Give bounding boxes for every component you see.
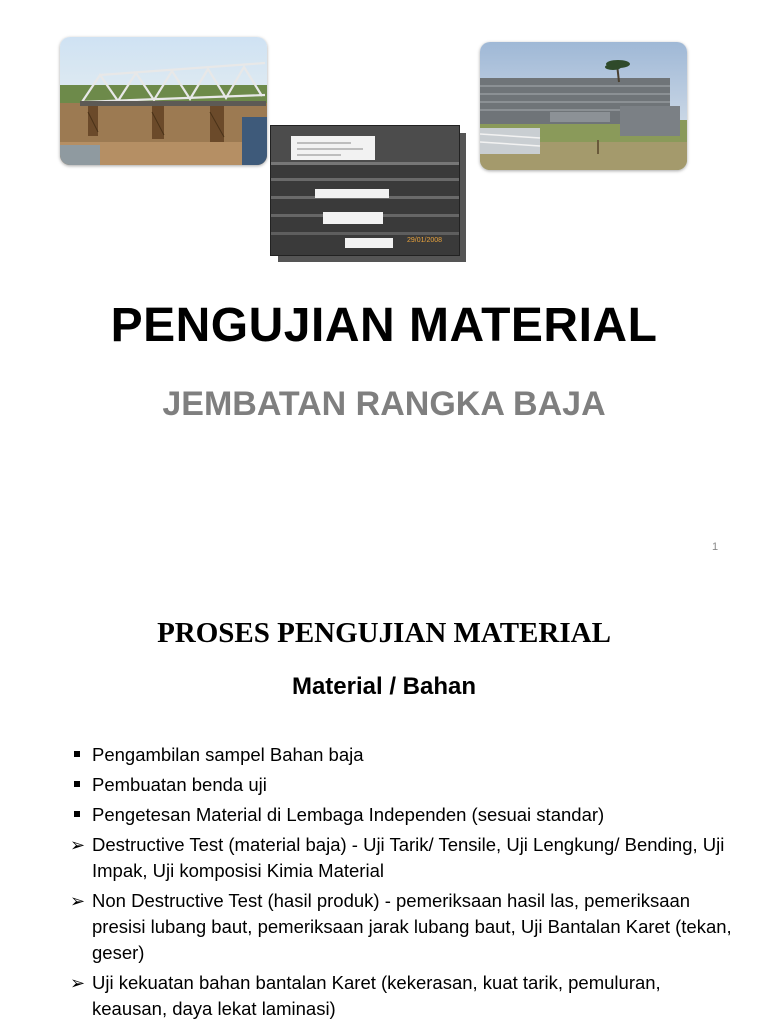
list-item <box>72 772 732 798</box>
sub-title: JEMBATAN RANGKA BAJA <box>162 385 606 423</box>
list-item <box>72 802 732 828</box>
main-title: PENGUJIAN MATERIAL <box>110 299 658 352</box>
list-item-text: Pengetesan Material di Lembaga Independen (sesuai standar) <box>92 804 605 825</box>
list-item-text: Destructive Test (material baja) - Uji Tarik/ Tensile, Uji Lengkung/ Bending, Uji Impak, Uji komposisi Kimia Material <box>92 834 725 881</box>
steel-plates-image <box>270 125 460 256</box>
list-item <box>72 970 732 1022</box>
square-bullet-icon <box>72 802 90 828</box>
square-bullet-icon <box>72 742 90 768</box>
list-item-text: Pembuatan benda uji <box>92 774 267 795</box>
steel-plates-photo <box>270 125 466 262</box>
list-item <box>72 832 732 884</box>
bridge-photo <box>60 37 267 165</box>
process-list <box>72 742 732 1026</box>
storage-yard-photo <box>480 42 687 170</box>
arrow-bullet-icon: ➢ <box>70 835 86 855</box>
square-bullet-icon <box>72 772 90 798</box>
section-title: PROSES PENGUJIAN MATERIAL <box>157 617 611 649</box>
list-item-text: Uji kekuatan bahan bantalan Karet (kekerasan, kuat tarik, pemuluran, keausan, daya lekat laminasi) <box>92 972 661 1019</box>
page-number: 1 <box>712 541 719 553</box>
list-item-text: Pengambilan sampel Bahan baja <box>92 744 364 765</box>
arrow-bullet-icon: ➢ <box>70 973 86 993</box>
section-subtitle: Material / Bahan <box>291 673 477 700</box>
list-item <box>72 742 732 768</box>
list-item <box>72 888 732 966</box>
arrow-bullet-icon: ➢ <box>70 891 86 911</box>
list-item-text: Non Destructive Test (hasil produk) - pemeriksaan hasil las, pemeriksaan presisi lubang baut, pemeriksaan jarak lubang baut, Uji Bantalan Karet (tekan, geser) <box>92 890 732 963</box>
photo-date-stamp: 29/01/2008 <box>407 237 443 244</box>
